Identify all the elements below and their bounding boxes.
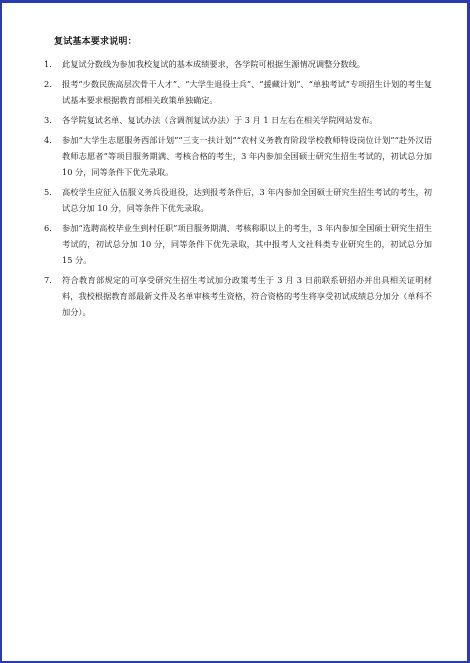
- requirements-list: [40, 56, 432, 320]
- item-text: 高校学生应征入伍服义务兵役退役，达到报考条件后，3 年内参加全国硕士研究生招生考试的考生，初试总分加 10 分，同等条件下优先录取。: [62, 187, 432, 213]
- list-item: [40, 56, 432, 72]
- item-number: 7.: [44, 275, 52, 285]
- item-text: 各学院复试名单、复试办法（含调剂复试办法）于 3 月 1 日左右在相关学院网站发布。: [62, 115, 378, 125]
- item-number: 3.: [44, 115, 52, 125]
- page-frame-top: [0, 0, 470, 3]
- list-item: [40, 272, 432, 320]
- item-text: 参加“大学生志愿服务西部计划”“三支一扶计划”“农村义务教育阶段学校教师特设岗位计划”“赴外汉语教师志愿者”等项目服务期满、考核合格的考生，3 年内参加全国硕士研究生招生考试的，初试总分加 10 分，同等条件下优先录取。: [62, 135, 432, 177]
- section-heading: 复试基本要求说明：: [54, 37, 137, 47]
- item-text: 参加“选聘高校毕业生到村任职”项目服务期满、考核称职以上的考生，3 年内参加全国硕士研究生招生考试的，初试总分加 10 分，同等条件下优先录取，其中报考人文社科类专业研究生的，初试总分加 15 分。: [62, 223, 432, 265]
- item-text: 报考“少数民族高层次骨干人才”、“大学生退役士兵”、“援藏计划”、“单独考试”专项招生计划的考生复试基本要求根据教育部相关政策单独确定。: [62, 79, 432, 105]
- item-number: 1.: [44, 59, 52, 69]
- item-number: 4.: [44, 135, 52, 145]
- item-number: 5.: [44, 187, 52, 197]
- list-item: [40, 184, 432, 216]
- document-body: [40, 34, 432, 324]
- page-frame-left: [0, 0, 2, 663]
- list-item: [40, 76, 432, 108]
- list-item: [40, 132, 432, 180]
- item-text: 符合教育部规定的可享受研究生招生考试加分政策考生于 3 月 3 日前联系研招办并出具相关证明材料，我校根据教育部最新文件及名单审核考生资格，符合资格的考生将享受初试成绩总分加分（单科不加分）。: [62, 275, 432, 317]
- item-number: 2.: [44, 79, 52, 89]
- item-text: 此复试分数线为参加我校复试的基本成绩要求，各学院可根据生源情况调整分数线。: [62, 59, 365, 69]
- list-item: [40, 220, 432, 268]
- list-item: [40, 112, 432, 128]
- item-number: 6.: [44, 223, 52, 233]
